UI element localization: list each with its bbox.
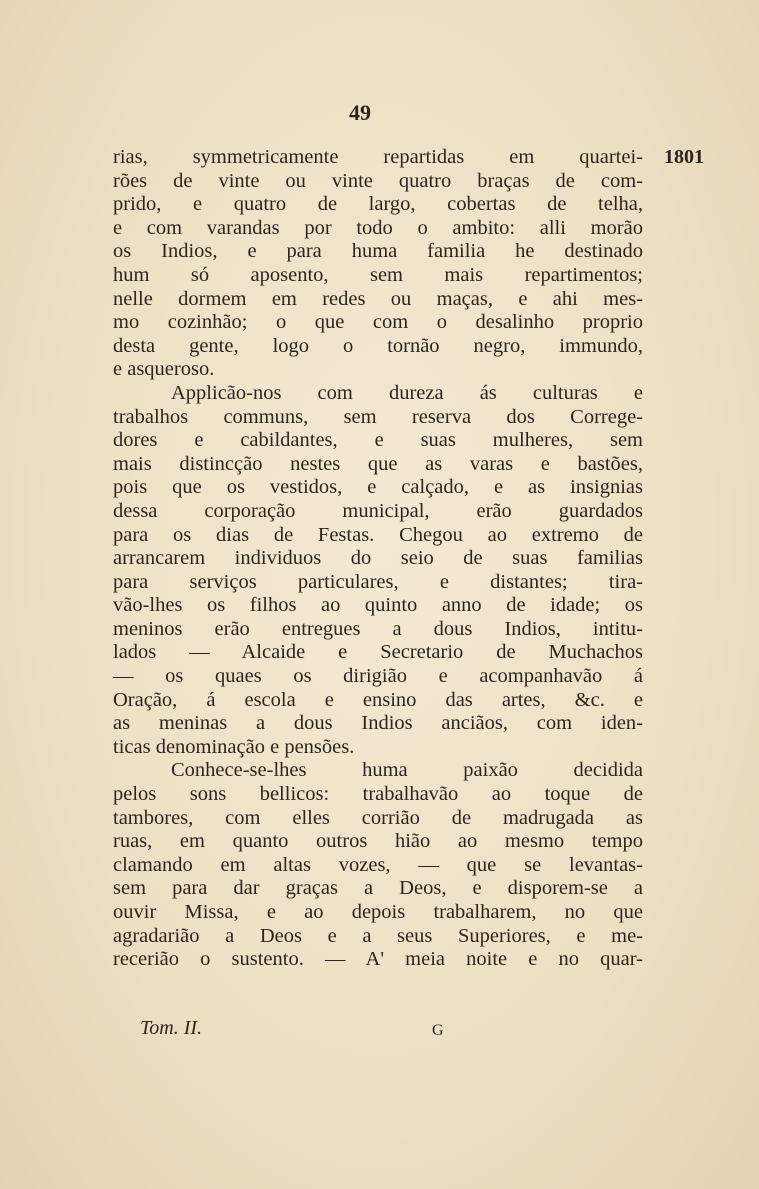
text-line: Conhece-se-lhes huma paixão decidida — [171, 759, 643, 782]
text-line: e asqueroso. — [113, 358, 215, 381]
text-line: mo cozinhão; o que com o desalinho proprio — [113, 311, 643, 334]
text-line: as meninas a dous Indios anciãos, com iden- — [113, 712, 643, 735]
text-line: dessa corporação municipal, erão guardados — [113, 499, 643, 522]
text-line: para serviços particulares, e distantes; tira- — [113, 570, 643, 593]
text-line: tambores, com elles corrião de madrugada as — [113, 806, 643, 829]
text-line: nelle dormem em redes ou maças, e ahi mes- — [113, 287, 643, 310]
text-line: prido, e quatro de largo, cobertas de telha, — [113, 193, 643, 216]
text-line: vão-lhes os filhos ao quinto anno de idade; os — [113, 594, 643, 617]
text-line: Applicão-nos com dureza ás culturas e — [171, 381, 643, 404]
gathering-mark: G — [432, 1022, 444, 1039]
text-line: — os quaes os dirigião e acompanhavão á — [113, 665, 643, 688]
body-text — [113, 146, 643, 972]
text-line: recerião o sustento. — A' meia noite e no quar- — [113, 948, 643, 971]
text-line: trabalhos communs, sem reserva dos Correge- — [113, 405, 643, 428]
text-line: agradarião a Deos e a seus Superiores, e me- — [113, 924, 643, 947]
text-line: pelos sons bellicos: trabalhavão ao toque de — [113, 783, 643, 806]
text-line: rões de vinte ou vinte quatro braças de com- — [113, 169, 643, 192]
text-line: clamando em altas vozes, — que se levantas- — [113, 853, 643, 876]
text-line: e com varandas por todo o ambito: alli morão — [113, 216, 643, 239]
text-line: mais distincção nestes que as varas e bastões, — [113, 452, 643, 475]
text-line: ruas, em quanto outros hião ao mesmo tempo — [113, 830, 643, 853]
text-line: arrancarem individuos do seio de suas familias — [113, 547, 643, 570]
text-line: meninos erão entregues a dous Indios, intitu- — [113, 617, 643, 640]
text-line: ticas denominação e pensões. — [113, 735, 355, 758]
page-number: 49 — [349, 100, 371, 125]
text-line: sem para dar graças a Deos, e disporem-se a — [113, 877, 643, 900]
text-line: rias, symmetricamente repartidas em quartei- — [113, 146, 643, 168]
text-line: para os dias de Festas. Chegou ao extremo de — [113, 523, 643, 546]
text-line: pois que os vestidos, e calçado, e as insignias — [113, 476, 643, 499]
text-line: os Indios, e para huma familia he destinado — [113, 240, 643, 263]
text-line: lados — Alcaide e Secretario de Muchachos — [113, 641, 643, 664]
volume-signature: Tom. II. — [140, 1017, 203, 1039]
text-line: ouvir Missa, e ao depois trabalharem, no que — [113, 901, 643, 923]
text-line: dores e cabildantes, e suas mulheres, sem — [113, 429, 643, 452]
text-line: desta gente, logo o tornão negro, immundo, — [113, 334, 643, 357]
margin-year-note: 1801 — [664, 146, 704, 168]
text-line: hum só aposento, sem mais repartimentos; — [113, 263, 643, 286]
text-line: Oração, á escola e ensino das artes, &c. e — [113, 688, 643, 711]
